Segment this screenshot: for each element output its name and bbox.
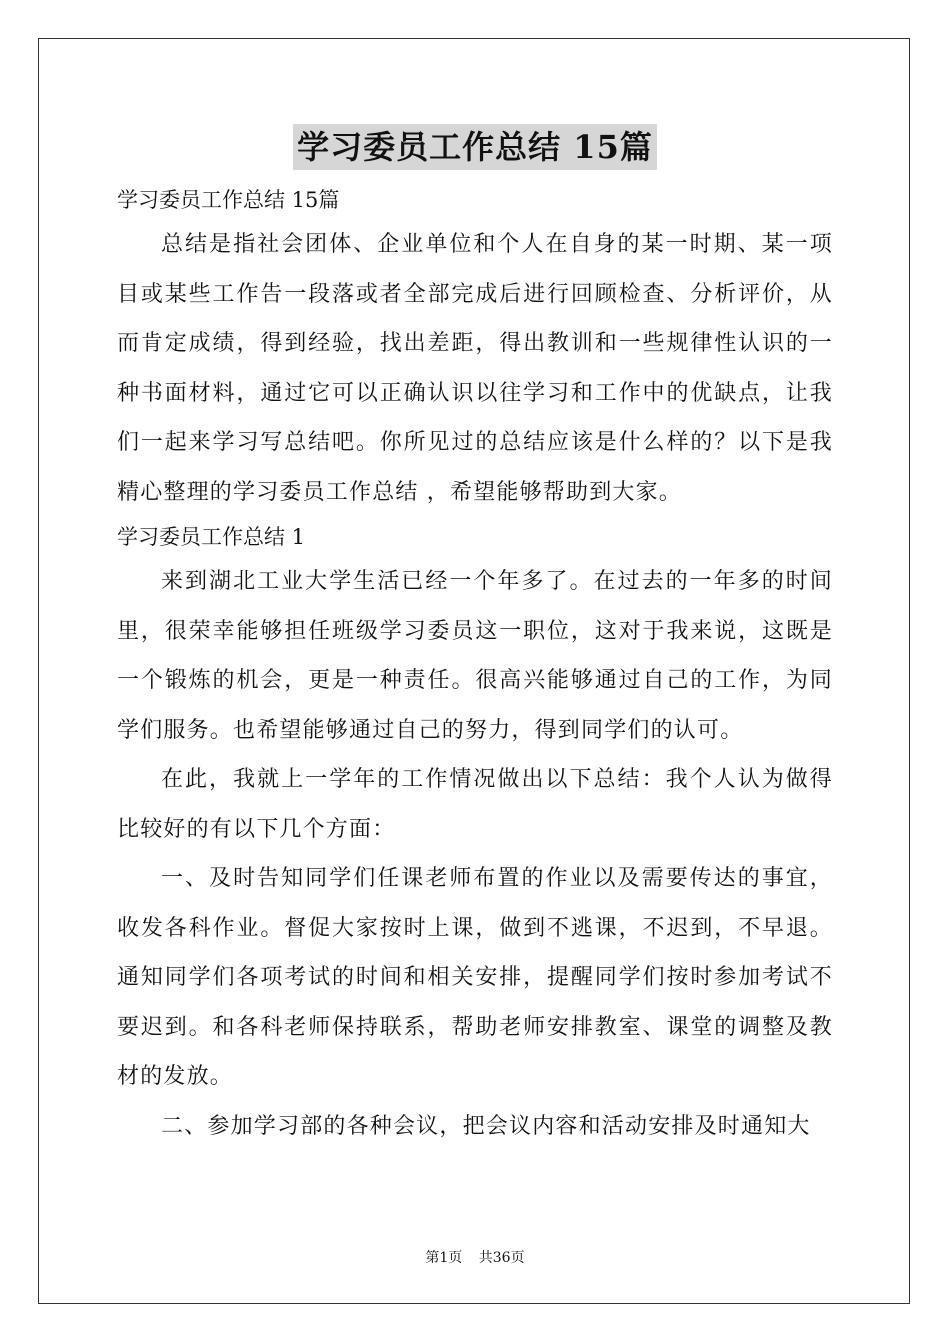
document-title: 学习委员工作总结 15篇 <box>293 124 657 170</box>
body-paragraph: 在此，我就上一学年的工作情况做出以下总结：我个人认为做得比较好的有以下几个方面： <box>117 767 833 842</box>
section-heading: 学习委员工作总结 1 <box>117 525 306 549</box>
intro-paragraph: 总结是指社会团体、企业单位和个人在自身的某一时期、某一项目或某些工作告一段落或者全部完成后进行回顾检查、分析评价，从而肯定成绩，得到经验，找出差距，得出教训和一些规律性认识的一种书面材料，通过它可以正确认识以往学习和工作中的优缺点，让我们一起来学习写总结吧。你所见过的总结应该是什么样的？以下是我精心整理的学习委员工作总结 ，希望能够帮助到大家。 <box>117 232 833 505</box>
page-number: 第1页 <box>425 1250 463 1266</box>
title-wrap <box>0 124 950 170</box>
body-paragraph: 一、及时告知同学们任课老师布置的作业以及需要传达的事宜，收发各科作业。督促大家按时上课，做到不逃课，不迟到，不早退。通知同学们各项考试的时间和相关安排，提醒同学们按时参加考试不要迟到。和各科老师保持联系，帮助老师安排教室、课堂的调整及教材的发放。 <box>117 866 833 1089</box>
document-body <box>117 180 833 1151</box>
subtitle: 学习委员工作总结 15篇 <box>117 188 340 212</box>
page-total: 共36页 <box>478 1250 525 1266</box>
page-footer <box>0 1248 950 1268</box>
body-paragraph: 来到湖北工业大学生活已经一个年多了。在过去的一年多的时间里，很荣幸能够担任班级学习委员这一职位，这对于我来说，这既是一个锻炼的机会，更是一种责任。很高兴能够通过自己的工作，为同学们服务。也希望能够通过自己的努力，得到同学们的认可。 <box>117 569 833 743</box>
body-paragraph: 二、参加学习部的各种会议，把会议内容和活动安排及时通知大 <box>161 1113 811 1139</box>
